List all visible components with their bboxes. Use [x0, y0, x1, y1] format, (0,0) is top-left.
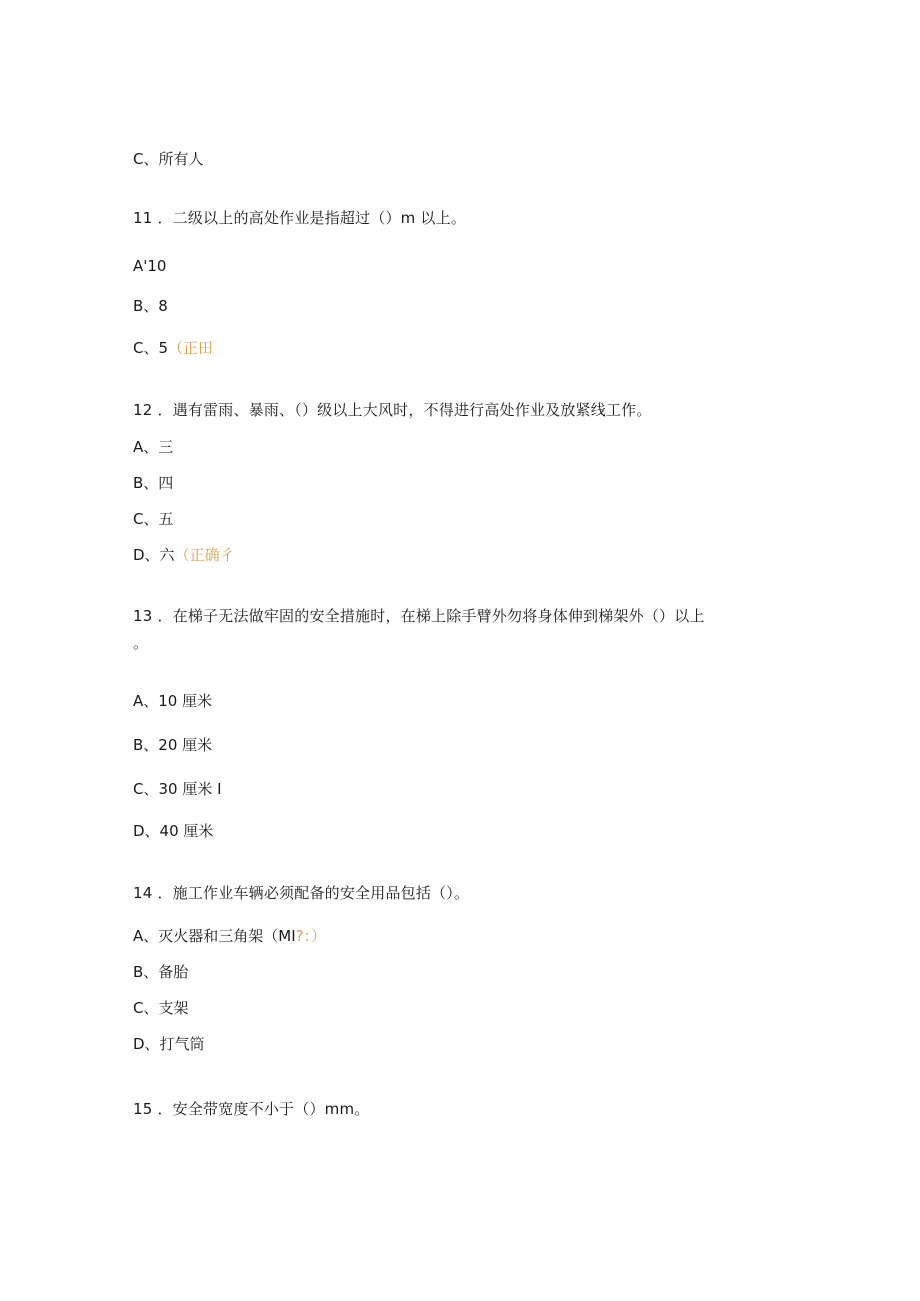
- q14-option-a: A、灭火器和三角架（MI?：）: [133, 927, 327, 945]
- q11-question: 11 ．二级以上的高处作业是指超过（）m 以上。: [133, 209, 467, 227]
- q14-option-d: D、打气筒: [133, 1035, 205, 1053]
- q11-option-b: B、8: [133, 297, 168, 315]
- q10-option-c: C、所有人: [133, 150, 204, 168]
- q13-option-a: A、10 厘米: [133, 692, 213, 710]
- q13-option-b: B、20 厘米: [133, 736, 213, 754]
- q11-option-c: C、5（正田: [133, 339, 214, 357]
- q13-question: 13 ．在梯子无法做牢固的安全措施时，在梯上除手臂外勿将身体伸到梯架外（）以上: [133, 607, 705, 625]
- q14-option-b: B、备胎: [133, 963, 189, 981]
- q12-option-d: D、六（正确彳: [133, 546, 235, 564]
- q15-question: 15 ．安全带宽度不小于（）mm。: [133, 1100, 370, 1118]
- q13-option-c: C、30 厘米 I: [133, 780, 222, 798]
- q11-option-a: A'10: [133, 257, 167, 275]
- q12-question: 12 ．遇有雷雨、暴雨、（）级以上大风时，不得进行高处作业及放紧线工作。: [133, 401, 652, 419]
- q12-option-b: B、四: [133, 474, 174, 492]
- correct-answer-mark: （正确彳: [174, 546, 235, 564]
- q12-option-c: C、五: [133, 510, 174, 528]
- correct-answer-mark: ?：）: [295, 927, 327, 945]
- q13-option-d: D、40 厘米: [133, 822, 214, 840]
- correct-answer-mark: （正田: [168, 339, 214, 357]
- q14-question: 14 ．施工作业车辆必须配备的安全用品包括（）。: [133, 884, 470, 902]
- q13-question-end: 。: [133, 634, 149, 652]
- q12-option-a: A、三: [133, 438, 174, 456]
- q14-option-c: C、支架: [133, 999, 189, 1017]
